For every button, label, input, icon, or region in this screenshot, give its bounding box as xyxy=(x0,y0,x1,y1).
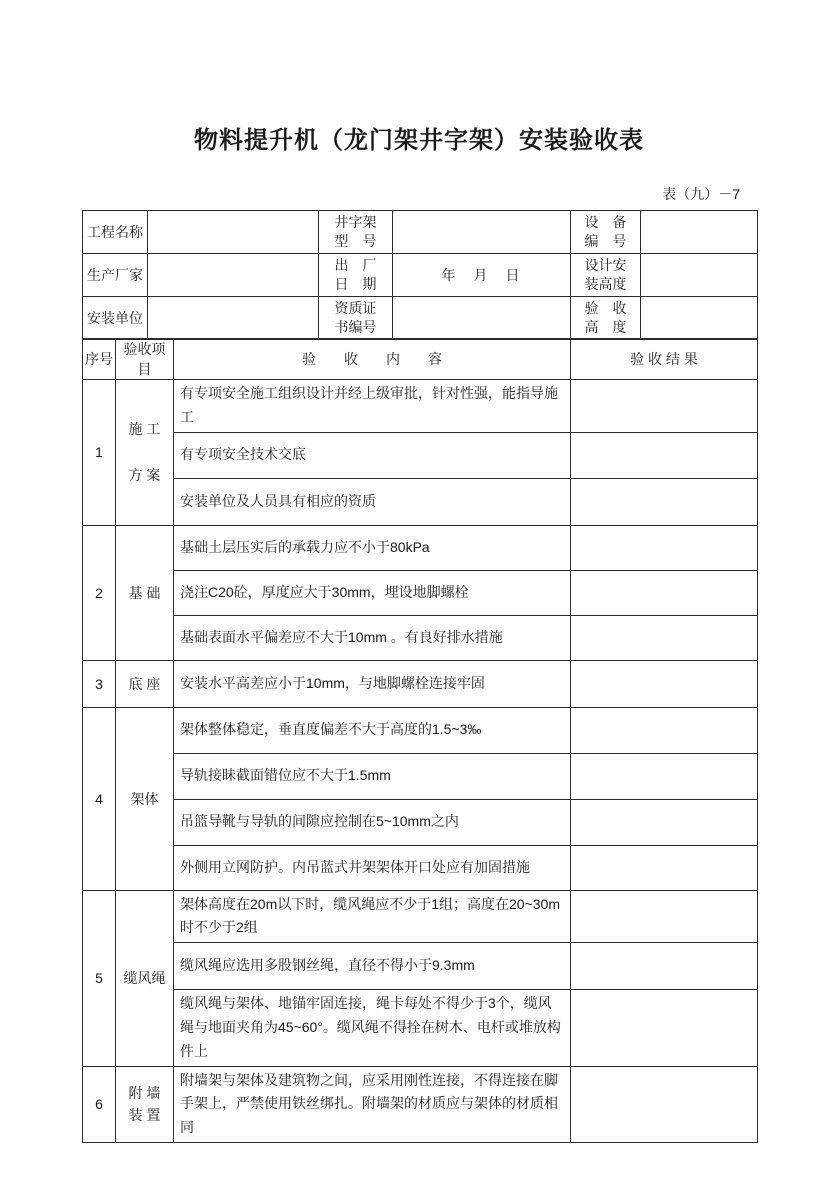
factory-date-value: 年 月 日 xyxy=(393,254,571,297)
table-row xyxy=(83,432,758,478)
table-row xyxy=(83,570,758,615)
accept-height-value xyxy=(641,297,758,340)
content-cell: 架体高度在20m以下时，缆风绳应不少于1组；高度在20~30m时不少于2组 xyxy=(174,890,571,943)
table-row xyxy=(83,753,758,799)
result-cell xyxy=(571,478,758,525)
table-row xyxy=(83,990,758,1066)
content-cell: 吊篮导靴与导轨的间隙应控制在5~10mm之内 xyxy=(174,799,571,845)
content-cell: 导轨接眛截面错位应不大于1.5mm xyxy=(174,753,571,799)
factory-date-label xyxy=(319,254,393,297)
section-item-line: 方 案 xyxy=(128,467,161,484)
equipment-no-value xyxy=(641,211,758,254)
table-row xyxy=(83,890,758,943)
section-item-line: 基 础 xyxy=(128,584,161,601)
table-row xyxy=(83,525,758,570)
result-cell xyxy=(571,615,758,660)
content-cell: 附墙架与架体及建筑物之间，应采用刚性连接，不得连接在脚手架上，严禁使用铁丝绑扎。附墙架的材质应与架体的材质相同 xyxy=(174,1066,571,1142)
content-cell: 浇注C20砼，厚度应大于30mm，埋设地脚螺栓 xyxy=(174,570,571,615)
frame-model-label-line2: 型 号 xyxy=(334,233,377,249)
design-height-label-line2: 装高度 xyxy=(584,276,627,292)
section-no: 1 xyxy=(83,380,116,526)
section-item xyxy=(116,890,174,1066)
project-name-label: 工程名称 xyxy=(83,211,148,254)
section-item-line: 装 置 xyxy=(128,1107,161,1124)
table-row xyxy=(83,478,758,525)
installer-value xyxy=(148,297,319,340)
header-content: 验 收 内 容 xyxy=(174,339,571,380)
result-cell xyxy=(571,432,758,478)
content-cell: 缆风绳应选用多股钢丝绳，直径不得小于9.3mm xyxy=(174,943,571,990)
frame-model-value xyxy=(393,211,571,254)
factory-date-label-line1: 出 厂 xyxy=(334,257,377,274)
content-cell: 缆风绳与架体、地锚牢固连接，绳卡每处不得少于3个，缆风绳与地面夹角为45~60°。缆风绳不得拴在树木、电杆或堆放构件上 xyxy=(174,990,571,1066)
content-cell: 有专项安全技术交底 xyxy=(174,432,571,478)
equipment-no-label-line2: 编 号 xyxy=(584,233,627,249)
content-cell: 有专项安全施工组织设计并经上级审批，针对性强，能指导施工 xyxy=(174,380,571,433)
project-name-value xyxy=(148,211,319,254)
equipment-no-label xyxy=(571,211,641,254)
section-no: 5 xyxy=(83,890,116,1066)
table-row xyxy=(83,1066,758,1142)
table-row xyxy=(83,380,758,433)
section-no: 6 xyxy=(83,1066,116,1142)
certificate-no-label-line1: 资质证 xyxy=(334,300,377,317)
manufacturer-value xyxy=(148,254,319,297)
result-cell xyxy=(571,570,758,615)
result-cell xyxy=(571,525,758,570)
section-item xyxy=(116,707,174,890)
section-item-line: 底 座 xyxy=(128,675,161,692)
header-no: 序号 xyxy=(83,339,116,380)
certificate-no-label xyxy=(319,297,393,340)
section-item-line: 缆风绳 xyxy=(123,970,166,987)
content-cell: 安装水平高差应小于10mm，与地脚螺栓连接牢固 xyxy=(174,660,571,707)
result-cell xyxy=(571,660,758,707)
content-cell: 外侧用立网防护。内吊蓝式井架架体开口处应有加固措施 xyxy=(174,845,571,890)
accept-height-label-line2: 高 度 xyxy=(584,319,627,335)
certificate-no-label-line2: 书编号 xyxy=(334,319,377,335)
design-height-label-line1: 设计安 xyxy=(584,257,627,274)
content-cell: 架体整体稳定，垂直度偏差不大于高度的1.5~3‰ xyxy=(174,707,571,753)
frame-model-label xyxy=(319,211,393,254)
section-item xyxy=(116,1066,174,1142)
header-item: 验收项目 xyxy=(116,339,174,380)
table-row xyxy=(83,799,758,845)
result-cell xyxy=(571,1066,758,1142)
table-row xyxy=(83,660,758,707)
acceptance-table-header xyxy=(83,339,758,380)
design-height-label xyxy=(571,254,641,297)
accept-height-label xyxy=(571,297,641,340)
content-cell: 安装单位及人员具有相应的资质 xyxy=(174,478,571,525)
result-cell xyxy=(571,799,758,845)
section-no: 3 xyxy=(83,660,116,707)
section-no: 2 xyxy=(83,525,116,660)
table-row xyxy=(83,707,758,753)
section-item xyxy=(116,525,174,660)
header-result: 验 收 结 果 xyxy=(571,339,758,380)
section-item-line: 架体 xyxy=(130,790,159,807)
page-title: 物料提升机（龙门架井字架）安装验收表 xyxy=(194,127,644,154)
result-cell xyxy=(571,943,758,990)
result-cell xyxy=(571,380,758,433)
acceptance-table xyxy=(82,338,758,1143)
section-item xyxy=(116,660,174,707)
design-height-value xyxy=(641,254,758,297)
manufacturer-label: 生产厂家 xyxy=(83,254,148,297)
content-cell: 基础表面水平偏差应不大于10mm 。有良好排水措施 xyxy=(174,615,571,660)
frame-model-label-line1: 井字架 xyxy=(334,214,377,231)
equipment-no-label-line1: 设 备 xyxy=(584,214,627,231)
section-no: 4 xyxy=(83,707,116,890)
result-cell xyxy=(571,845,758,890)
info-table xyxy=(82,210,758,340)
factory-date-label-line2: 日 期 xyxy=(334,276,377,292)
section-item-line: 施 工 xyxy=(128,421,161,438)
accept-height-label-line1: 验 收 xyxy=(584,300,627,317)
info-row-project xyxy=(83,211,758,254)
content-cell: 基础土层压实后的承载力应不小于80kPa xyxy=(174,525,571,570)
result-cell xyxy=(571,990,758,1066)
result-cell xyxy=(571,707,758,753)
result-cell xyxy=(571,890,758,943)
info-row-manufacturer xyxy=(83,254,758,297)
section-item-line: 附 墙 xyxy=(128,1085,161,1102)
info-row-installer xyxy=(83,297,758,340)
certificate-no-value xyxy=(393,297,571,340)
section-item xyxy=(116,380,174,526)
table-row xyxy=(83,845,758,890)
installer-label: 安装单位 xyxy=(83,297,148,340)
form-number: 表（九）－7 xyxy=(662,186,740,202)
table-row xyxy=(83,615,758,660)
table-row xyxy=(83,943,758,990)
result-cell xyxy=(571,753,758,799)
